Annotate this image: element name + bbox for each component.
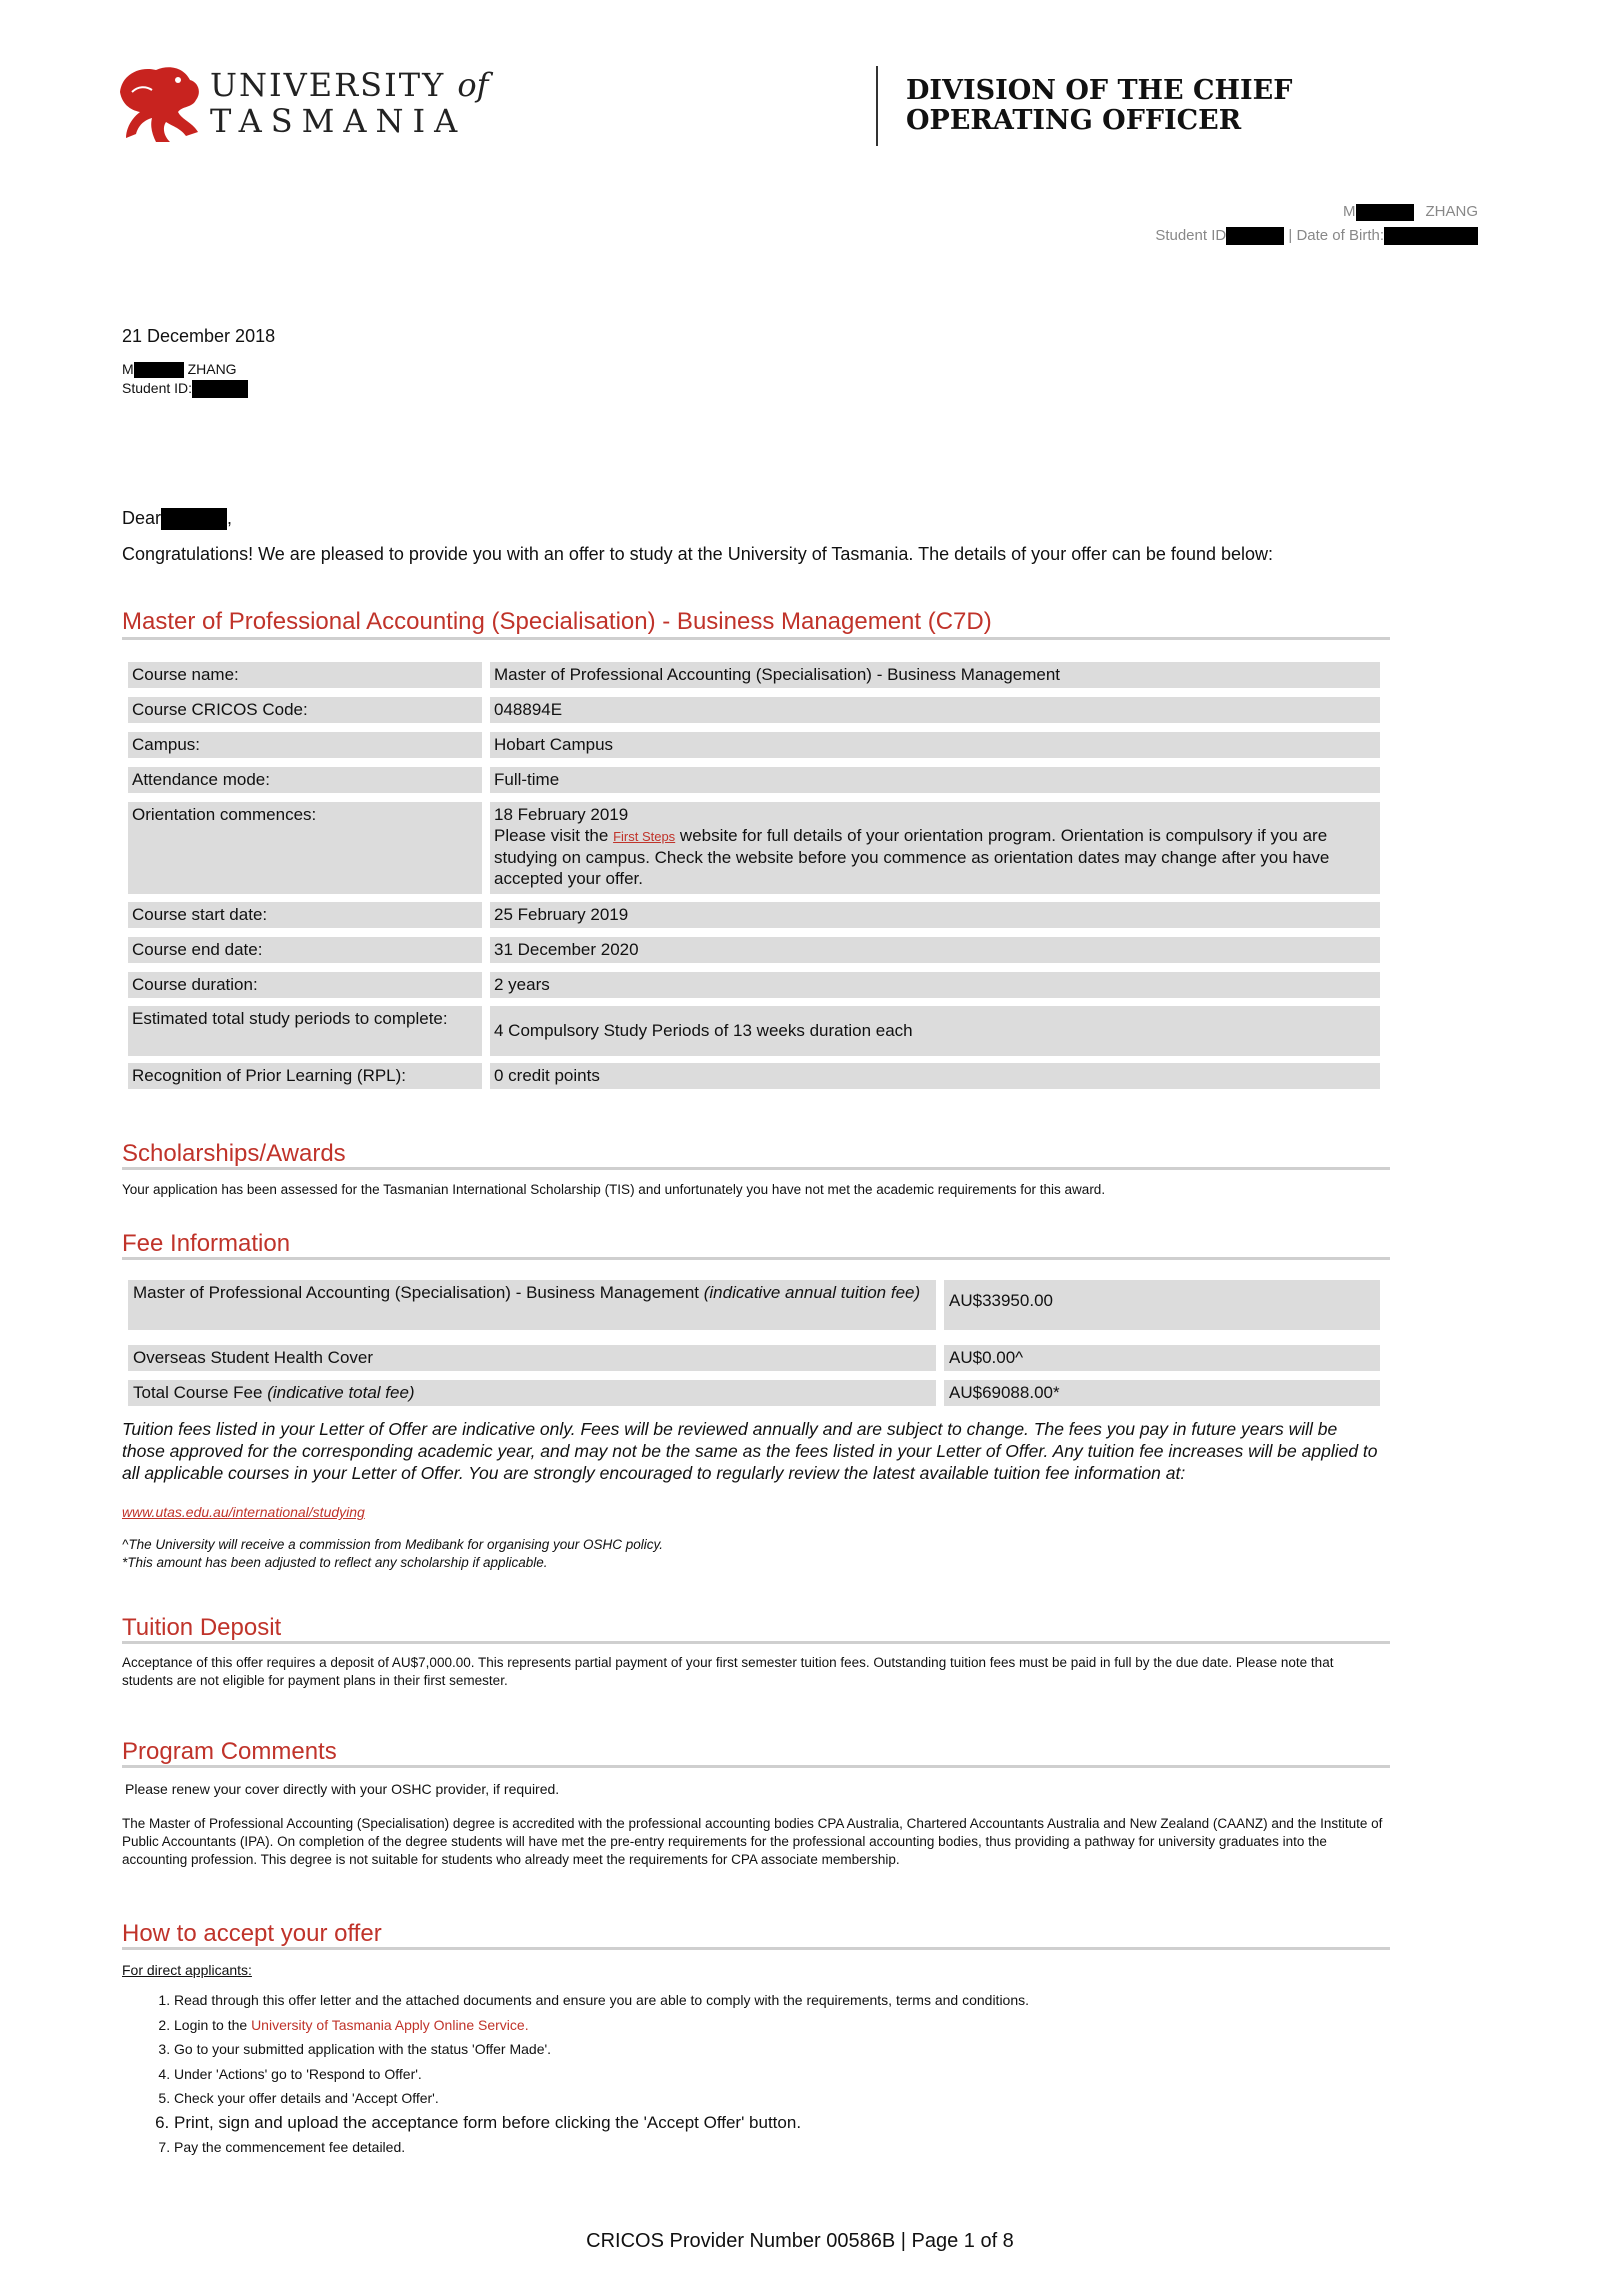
- header-divider: [876, 66, 878, 146]
- deposit-text: Acceptance of this offer requires a deposit of AU$7,000.00. This represents partial payment of your first semester tuition fees. Outstanding tuition fees must be paid in full by the due date. Please note that students are not eligible for payment plans in their first semester.: [122, 1655, 1334, 1688]
- section-divider: [122, 1257, 1390, 1260]
- section-divider: [122, 1641, 1390, 1644]
- course-row-label: Course name:: [128, 662, 482, 688]
- fee-label-text: Master of Professional Accounting (Specialisation) - Business Management: [133, 1283, 704, 1302]
- accept-step: 3. Go to your submitted application with the status 'Offer Made'.: [174, 2037, 1029, 2062]
- fee-info-link-text[interactable]: www.utas.edu.au/international/studying: [122, 1504, 365, 1520]
- fee-row-value: AU$33950.00: [944, 1280, 1380, 1330]
- course-row-label: Course duration:: [128, 972, 482, 998]
- orientation-note-post: website for full details of your orientation program. Orientation is compulsory if you are studying on campus. Check the website before you commence as orientation dates may change after you have accepted your offer.: [494, 826, 1330, 888]
- meta-surname: ZHANG: [1425, 203, 1478, 220]
- accept-heading: How to accept your offer: [122, 1920, 382, 1947]
- section-divider: [122, 1947, 1390, 1950]
- comments-osh-note: Please renew your cover directly with your OSHC provider, if required.: [125, 1781, 560, 1797]
- course-row-value: 0 credit points: [490, 1063, 1380, 1089]
- division-title: [906, 76, 1292, 136]
- fee-notes: [122, 1536, 663, 1572]
- division-title-line2: OPERATING OFFICER: [906, 105, 1242, 136]
- fee-row-label: Overseas Student Health Cover: [128, 1345, 936, 1371]
- fee-row-label: [128, 1380, 936, 1406]
- accept-step: 5. Check your offer details and 'Accept Offer'.: [174, 2086, 1029, 2111]
- redacted-student-id: [1226, 227, 1284, 245]
- course-row-label: Recognition of Prior Learning (RPL):: [128, 1063, 482, 1089]
- course-row-label: Campus:: [128, 732, 482, 758]
- university-name-of: of: [457, 66, 489, 104]
- fee-info-link[interactable]: [122, 1504, 365, 1520]
- accept-steps: [152, 1988, 1029, 2160]
- scholarships-heading: Scholarships/Awards: [122, 1140, 346, 1167]
- salutation-comma: ,: [227, 508, 233, 528]
- apply-online-link[interactable]: University of Tasmania Apply Online Service.: [251, 2016, 529, 2033]
- university-name-line2: TASMANIA: [210, 102, 467, 140]
- scholarships-text: Your application has been assessed for the Tasmanian International Scholarship (TIS) and unfortunately you have not met the academic requirements for this award.: [122, 1182, 1106, 1197]
- course-row-label: Course start date:: [128, 902, 482, 928]
- course-row-value: 2 years: [490, 972, 1380, 998]
- course-row-value: Full-time: [490, 767, 1380, 793]
- accept-step-text: Login to the: [174, 2016, 252, 2033]
- congratulations-text: Congratulations! We are pleased to provide you with an offer to study at the University of Tasmania. The details of your offer can be found below:: [122, 544, 1274, 564]
- addr-student-id-label: Student ID:: [122, 380, 193, 396]
- salutation: [122, 508, 232, 530]
- fee-label-note: (indicative total fee): [267, 1383, 415, 1402]
- page-footer: CRICOS Provider Number 00586B | Page 1 of 8: [586, 2230, 1014, 2252]
- redacted-name: [134, 362, 184, 378]
- course-row-label: Attendance mode:: [128, 767, 482, 793]
- lion-emblem-icon: [112, 62, 204, 144]
- course-row-value: Hobart Campus: [490, 732, 1380, 758]
- meta-title-prefix: M: [1343, 203, 1356, 220]
- fee-heading: Fee Information: [122, 1230, 291, 1257]
- redacted-student-id: [192, 380, 248, 398]
- section-divider: [122, 637, 1390, 640]
- course-row-value: Master of Professional Accounting (Specialisation) - Business Management: [490, 662, 1380, 688]
- course-row-value: 048894E: [490, 697, 1380, 723]
- first-steps-link[interactable]: First Steps: [613, 829, 676, 844]
- course-row-value: [490, 802, 1380, 894]
- fee-note-commission: ^The University will receive a commission from Medibank for organising your OSHC policy.: [122, 1537, 664, 1552]
- accept-step: 6. Print, sign and upload the acceptance form before clicking the 'Accept Offer' button.: [174, 2111, 1029, 2136]
- division-title-line1: DIVISION OF THE CHIEF: [906, 75, 1293, 106]
- course-row-label: Estimated total study periods to complete:: [128, 1006, 482, 1056]
- fee-note-scholarship: *This amount has been adjusted to reflect any scholarship if applicable.: [122, 1555, 548, 1570]
- fee-row-label: [128, 1280, 936, 1330]
- fee-label-note: (indicative annual tuition fee): [703, 1283, 921, 1302]
- section-divider: [122, 1167, 1390, 1170]
- accept-step: 1. Read through this offer letter and the attached documents and ensure you are able to comply with the requirements, terms and conditions.: [174, 1988, 1029, 2013]
- course-row-label: Orientation commences:: [128, 802, 482, 894]
- orientation-note: [494, 825, 1376, 889]
- meta-student-id-label: Student ID: [1155, 227, 1227, 244]
- redacted-dob: [1384, 227, 1478, 245]
- comments-accreditation: The Master of Professional Accounting (Specialisation) degree is accredited with the professional accounting bodies CPA Australia, Chartered Accountants Australia and New Zealand (CAANZ) and the Institute of Public Accountants (IPA). On completion of the degree students will have met the pre-entry requirements for the professional accounting bodies, thus providing a pathway for university graduates into the accounting profession. This degree is not suitable for students who already meet the requirements for CPA associate membership.: [122, 1816, 1383, 1867]
- university-name-line1: UNIVERSITY: [210, 66, 446, 104]
- redacted-first-name: [161, 508, 227, 530]
- salutation-text: Dear: [122, 508, 162, 528]
- addr-surname: ZHANG: [187, 361, 237, 377]
- comments-heading: Program Comments: [122, 1738, 337, 1765]
- course-heading: Master of Professional Accounting (Specialisation) - Business Management (C7D): [122, 608, 992, 635]
- orientation-date: 18 February 2019: [494, 805, 629, 824]
- orientation-note-pre: Please visit the: [494, 826, 614, 845]
- fee-label-text: Total Course Fee: [133, 1383, 268, 1402]
- redacted-name: [1356, 204, 1414, 221]
- section-divider: [122, 1765, 1390, 1768]
- course-row-label: Course CRICOS Code:: [128, 697, 482, 723]
- letter-date: 21 December 2018: [122, 326, 276, 346]
- university-logo: [112, 62, 492, 152]
- course-row-value: 25 February 2019: [490, 902, 1380, 928]
- recipient-meta: [1155, 200, 1478, 248]
- recipient-address: [122, 360, 248, 398]
- fee-disclaimer: Tuition fees listed in your Letter of Offer are indicative only. Fees will be reviewed annually and are subject to change. The fees you pay in future years will be those approved for the corresponding academic year, and may not be the same as the fees listed in your Letter of Offer. Any tuition fee increases will be applied to all applicable courses in your Letter of Offer. You are strongly encouraged to regularly review the latest available tuition fee information at:: [122, 1419, 1378, 1483]
- course-row-label: Course end date:: [128, 937, 482, 963]
- course-row-value: 4 Compulsory Study Periods of 13 weeks duration each: [490, 1006, 1380, 1056]
- meta-dob-label: | Date of Birth:: [1288, 227, 1384, 244]
- accept-step: 7. Pay the commencement fee detailed.: [174, 2135, 1029, 2160]
- course-row-value: 31 December 2020: [490, 937, 1380, 963]
- fee-row-value: AU$0.00^: [944, 1345, 1380, 1371]
- addr-title-prefix: M: [122, 361, 134, 377]
- fee-row-value: AU$69088.00*: [944, 1380, 1380, 1406]
- accept-step: 4. Under 'Actions' go to 'Respond to Offer'.: [174, 2062, 1029, 2087]
- accept-subheading: For direct applicants:: [122, 1962, 252, 1978]
- accept-step: [174, 2013, 1029, 2038]
- deposit-heading: Tuition Deposit: [122, 1614, 282, 1641]
